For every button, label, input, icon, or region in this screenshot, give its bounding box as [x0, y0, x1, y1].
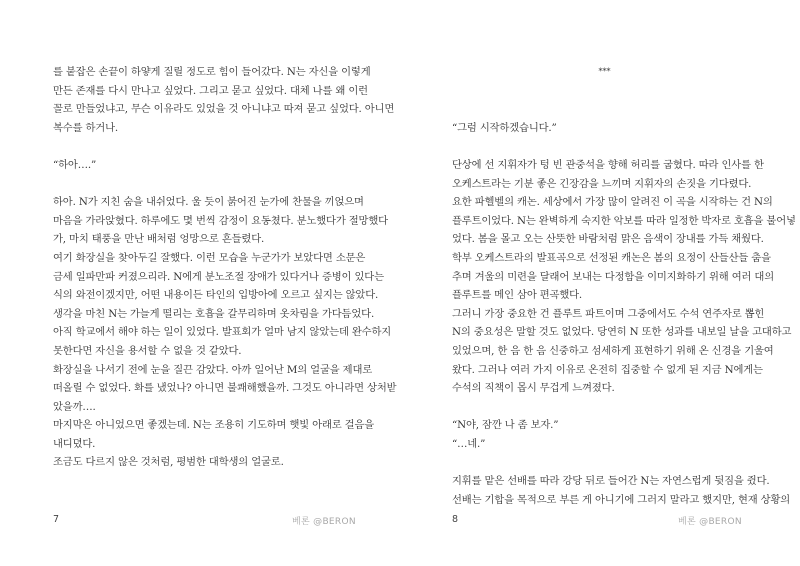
text-line: 금세 일파만파 커졌으리라. N에게 분노조절 장애가 있다거나 증병이 있다는 [53, 270, 384, 283]
text-line: 가, 마치 태풍을 만난 배처럼 엉망으로 흔들렸다. [53, 233, 265, 246]
text-line: 여기 화장실을 찾아두길 잘했다. 이런 모습을 누군가가 보았다면 소문은 [53, 251, 366, 264]
text-line: 를 붙잡은 손끝이 하얗게 질릴 정도로 힘이 들어갔다. N는 자신을 이렇게 [53, 66, 371, 78]
text-line: 지휘를 맡은 선배를 따라 강당 뒤로 들어간 N는 자연스럽게 뒷짐을 쥤다. [452, 475, 770, 488]
left-page-body [53, 63, 397, 472]
text-line: 단상에 선 지휘자가 텅 빈 관중석을 향해 허리를 굽혔다. 따라 인사를 한 [452, 158, 764, 171]
text-line: “N야, 잠깐 나 좀 보자.” [452, 419, 559, 432]
text-line: 화장실을 나서기 전에 눈을 질끈 감았다. 아까 일어난 M의 얼굴을 제대로 [53, 363, 373, 376]
text-line: 내디뎠다. [53, 437, 96, 450]
text-line: 마음을 가라앉혔다. 하루에도 몇 번씩 감정이 요동쳤다. 분노했다가 절망했다 [53, 214, 388, 227]
text-line: “그럼 시작하겠습니다.” [452, 121, 557, 134]
text-line: 있었으며, 한 음 한 음 신중하고 섬세하게 표현하기 위해 온 신경을 기울여 [452, 344, 774, 357]
text-line: 하아. N가 지친 숨을 내쉬었다. 울 듯이 붉어진 눈가에 찬물을 끼얹으며 [53, 196, 364, 209]
page-number: 8 [452, 514, 459, 525]
blank-line [452, 137, 757, 156]
right-page-body [452, 63, 796, 509]
right-page [400, 0, 800, 566]
text-line: 생각을 마친 N는 가늘게 떨리는 호흡을 갈무리하며 옷차림을 가다듬었다. [53, 307, 375, 320]
text-line: 플루트를 메인 삼아 편곡했다. [452, 289, 583, 302]
section-break-ornament: *** [598, 67, 611, 76]
blank-line [53, 137, 350, 156]
blank-line [452, 453, 757, 472]
text-line: 추며 겨울의 미련을 달래어 보내는 다정함을 이미지화하기 위해 여러 대의 [452, 270, 775, 283]
text-line: 오케스트라는 기분 좋은 긴장감을 느끼며 지휘자의 손짓을 기다렸다. [452, 177, 752, 190]
text-line: 요한 파헬벨의 캐논. 세상에서 가장 많이 알려진 이 곡을 시작하는 건 N의 [452, 196, 773, 209]
page-number: 7 [53, 514, 60, 525]
text-line: 못한다면 자신을 용서할 수 없을 것 같았다. [53, 344, 242, 357]
author-credit: 베론 @BERON [292, 517, 356, 527]
blank-line [452, 398, 757, 417]
text-line: 마지막은 아니었으면 좋겠는데. N는 조용히 기도하며 햇빛 아래로 걸음을 [53, 419, 375, 432]
text-line: 수석의 직책이 몹시 무겁게 느껴졌다. [452, 382, 615, 395]
text-line: 왔다. 그러나 여러 가지 이유로 온전히 집중할 수 없게 된 지금 N에게는 [452, 363, 763, 376]
text-line: “하아….” [53, 158, 97, 171]
text-line: 플루트이었다. N는 완벽하게 숙지한 악보를 따라 일정한 박자로 호흡을 불어넣 [452, 214, 796, 227]
blank-line [53, 175, 350, 194]
text-line: 선배는 기합을 목적으로 부른 게 아니기에 그러지 말라고 했지만, 현재 상황의 [452, 493, 791, 506]
text-line: 조금도 다르지 않은 것처럼, 평범한 대학생의 얼굴로. [53, 456, 284, 469]
text-line: 꼴로 만들었냐고, 무슨 이유라도 있었을 것 아니냐고 따져 묻고 싶었다. 아니면 [53, 103, 395, 116]
text-line: 았을까…. [53, 400, 96, 413]
text-line: N의 중요성은 말할 것도 없었다. 당연히 N 또한 성과를 내보일 날을 고대하고 [452, 326, 792, 339]
author-credit: 베론 @BERON [678, 517, 742, 527]
text-line: 만든 존재를 다시 만나고 싶었다. 그리고 묻고 싶었다. 대체 나를 왜 이런 [53, 84, 368, 97]
text-line: 식의 와전이겠지만, 어떤 내용이든 타인의 입방아에 오르고 싶지는 않았다. [53, 289, 379, 302]
text-line: “…네.” [452, 437, 486, 450]
text-line: 었다. 봄을 몰고 오는 산뜻한 바람처럼 맑은 음색이 장내를 가득 채웠다. [452, 233, 764, 246]
text-line: 아직 학교에서 해야 하는 일이 있었다. 발표회가 얼마 남지 않았는데 완수하지 [53, 326, 392, 339]
blank-line [452, 82, 757, 101]
text-line: 학부 오케스트라의 발표곡으로 선정된 캐논은 봄의 요정이 산들산들 춤을 [452, 251, 771, 264]
text-line: 그러니 가장 중요한 건 플루트 파트이며 그중에서도 수석 연주자로 뽑힌 [452, 307, 765, 320]
text-line: 떠올릴 수 없었다. 화를 냈었나? 아니면 불쾌해했을까. 그것도 아니라면 상처받 [53, 382, 397, 395]
text-line: 복수를 하거나. [53, 121, 119, 134]
blank-line [452, 100, 757, 119]
